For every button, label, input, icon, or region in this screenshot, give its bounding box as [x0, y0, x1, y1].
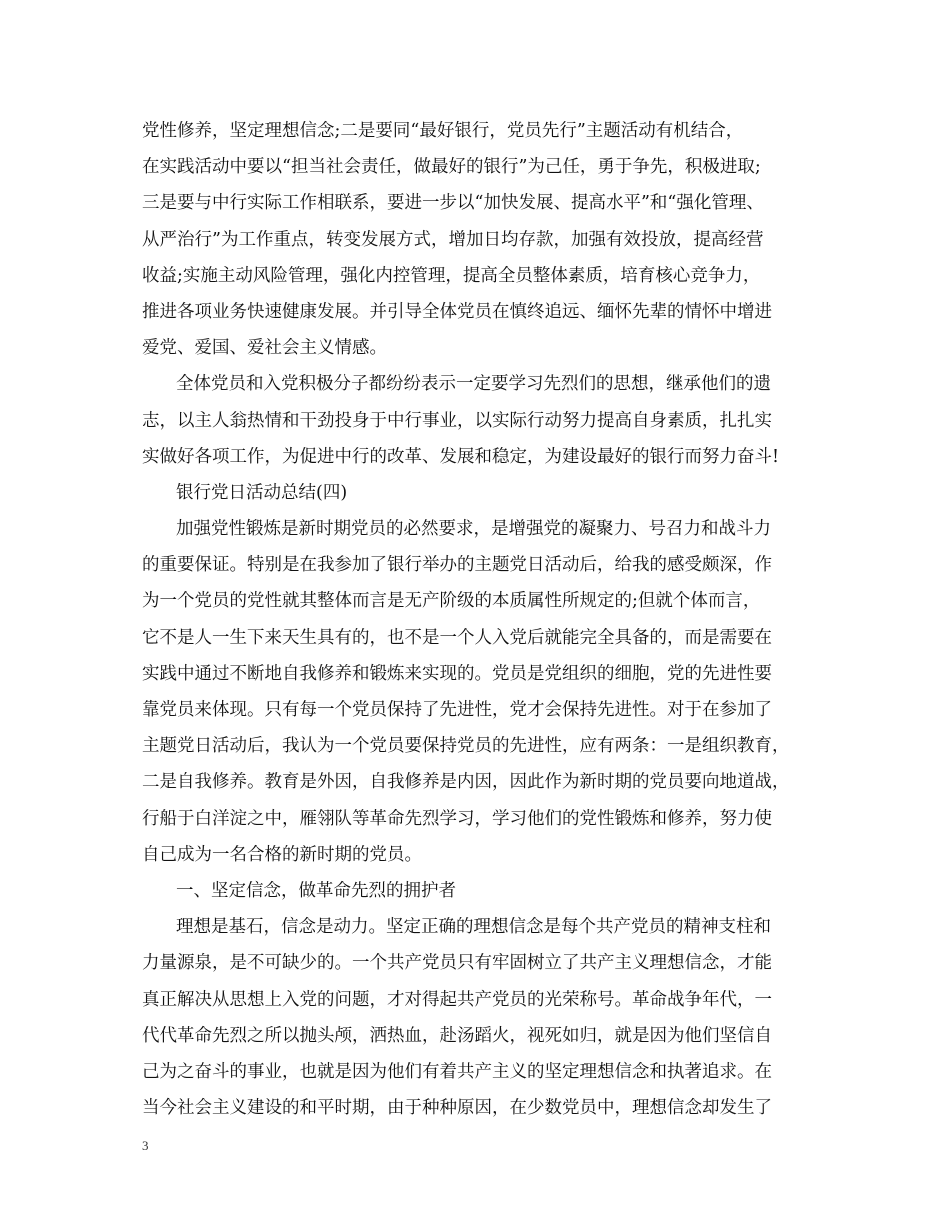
text-line: 在实践活动中要以“担当社会责任，做最好的银行”为己任，勇于争先，积极进取;	[142, 157, 761, 178]
text-line: 行船于白洋淀之中，雁翎队等革命先烈学习，学习他们的党性锻炼和修养，努力使	[142, 808, 772, 829]
text-line: 理想是基石，信念是动力。坚定正确的理想信念是每个共产党员的精神支柱和	[176, 917, 771, 938]
text-line: 一、坚定信念，做革命先烈的拥护者	[176, 880, 456, 901]
document-body	[142, 113, 810, 1126]
text-line: 它不是人一生下来天生具有的，也不是一个人入党后就能完全具备的，而是需要在	[142, 627, 772, 648]
text-line: 从严治行”为工作重点，转变发展方式，增加日均存款，加强有效投放，提高经营	[142, 229, 764, 250]
text-line: 当今社会主义建设的和平时期，由于种种原因，在少数党员中，理想信念却发生了	[142, 1098, 772, 1119]
text-line: 加强党性锻炼是新时期党员的必然要求，是增强党的凝聚力、号召力和战斗力	[176, 519, 771, 540]
text-line: 全体党员和入党积极分子都纷纷表示一定要学习先烈们的思想，继承他们的遗	[176, 374, 771, 395]
text-line: 代代革命先烈之所以抛头颅，洒热血，赴汤蹈火，视死如归，就是因为他们坚信自	[142, 1025, 772, 1046]
text-line: 实做好各项工作，为促进中行的改革、发展和稳定，为建设最好的银行而努力奋斗!	[142, 446, 780, 467]
text-line: 银行党日活动总结(四)	[176, 482, 348, 503]
text-line: 收益;实施主动风险管理，强化内控管理，提高全员整体素质，培育核心竞争力，	[142, 265, 761, 286]
text-line: 二是自我修养。教育是外因，自我修养是内因，因此作为新时期的党员要向地道战，	[142, 772, 790, 793]
text-line: 志，以主人翁热情和干劲投身于中行事业，以实际行动努力提高自身素质，扎扎实	[142, 410, 772, 431]
text-line: 主题党日活动后，我认为一个党员要保持党员的先进性，应有两条：一是组织教育，	[142, 736, 790, 757]
text-line: 的重要保证。特别是在我参加了银行举办的主题党日活动后，给我的感受颇深，作	[142, 555, 772, 576]
text-line: 实践中通过不断地自我修养和锻炼来实现的。党员是党组织的细胞，党的先进性要	[142, 663, 772, 684]
text-line: 三是要与中行实际工作相联系，要进一步以“加快发展、提高水平”和“强化管理、	[142, 193, 764, 214]
text-line: 力量源泉，是不可缺少的。一个共产党员只有牢固树立了共产主义理想信念，才能	[142, 953, 772, 974]
text-line: 自己成为一名合格的新时期的党员。	[142, 844, 422, 865]
text-line: 真正解决从思想上入党的问题，才对得起共产党员的光荣称号。革命战争年代，一	[142, 989, 772, 1010]
text-line: 为一个党员的党性就其整体而言是无产阶级的本质属性所规定的;但就个体而言，	[142, 591, 761, 612]
page-number: 3	[142, 1138, 149, 1153]
text-line: 爱党、爱国、爱社会主义情感。	[142, 338, 387, 359]
text-line: 推进各项业务快速健康发展。并引导全体党员在慎终追远、缅怀先辈的情怀中增进	[142, 301, 772, 322]
text-line: 靠党员来体现。只有每一个党员保持了先进性，党才会保持先进性。对于在参加了	[142, 700, 772, 720]
text-line: 党性修养，坚定理想信念;二是要同“最好银行，党员先行”主题活动有机结合，	[142, 121, 744, 141]
text-line: 己为之奋斗的事业，也就是因为他们有着共产主义的坚定理想信念和执著追求。在	[142, 1061, 772, 1082]
